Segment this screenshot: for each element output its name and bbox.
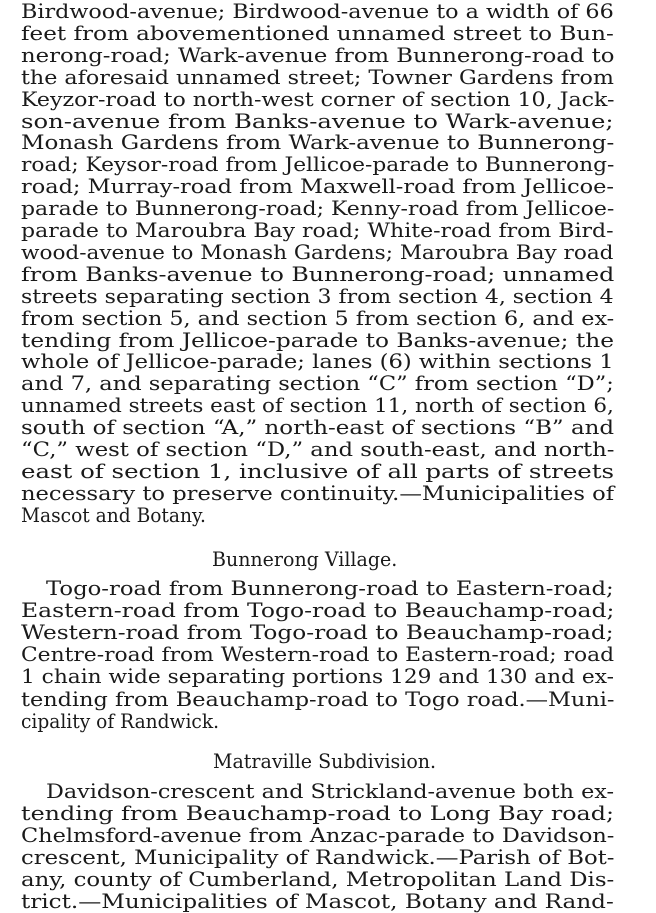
text-line: south of section “A,” north-east of sections “B” and (21, 415, 615, 440)
text-line: trict.—Municipalities of Mascot, Botany and Rand- (21, 889, 614, 913)
text-line: Davidson-crescent and Strickland-avenue both ex- (46, 779, 614, 803)
text-line: tending from Jellicoe-parade to Banks-avenue; the (21, 327, 614, 352)
text-line: streets separating section 3 from section 4, section 4 (21, 283, 614, 308)
text-line: and 7, and separating section “C” from section “D”; (21, 371, 614, 396)
text-line: necessary to preserve continuity.—Municipalities of (21, 480, 615, 505)
text-line: cipality of Randwick. (21, 708, 220, 733)
text-line: Monash Gardens from Wark-avenue to Bunnerong- (21, 130, 615, 155)
text-line: nerong-road; Wark-avenue from Bunnerong-road to (21, 42, 615, 67)
text-line: Togo-road from Bunnerong-road to Eastern-road; (46, 576, 614, 600)
text-line: Chelmsford-avenue from Anzac-parade to Davidson- (21, 823, 615, 847)
text-line: east of section 1, inclusive of all parts of streets (21, 458, 615, 483)
text-line: Mascot and Botany. (21, 502, 206, 527)
text-line: parade to Maroubra Bay road; White-road from Bird- (21, 218, 614, 242)
text-line: Western-road from Togo-road to Beauchamp-road; (21, 620, 614, 645)
text-line: the aforesaid unnamed street; Towner Gardens from (21, 64, 614, 89)
text-line: any, county of Cumberland, Metropolitan Land Dis- (21, 867, 615, 891)
section-heading-bunnerong-village: Bunnerong Village. (212, 547, 398, 571)
text-line: tending from Beauchamp-road to Togo road.—Muni- (21, 686, 615, 711)
text-line: road; Keysor-road from Jellicoe-parade to Bunnerong- (21, 152, 615, 177)
text-line: from Banks-avenue to Bunnerong-road; unnamed (21, 261, 615, 286)
text-line: Eastern-road from Togo-road to Beauchamp-road; (21, 598, 615, 623)
text-line: from section 5, and section 5 from section 6, and ex- (21, 305, 615, 330)
text-line: whole of Jellicoe-parade; lanes (6) within sections 1 (21, 349, 614, 374)
text-line: 1 chain wide separating portions 129 and 130 and ex- (21, 664, 614, 689)
text-line: road; Murray-road from Maxwell-road from Jellicoe- (21, 174, 614, 199)
text-line: Centre-road from Western-road to Eastern-road; road (21, 642, 615, 667)
text-line: parade to Bunnerong-road; Kenny-road from Jellicoe- (21, 196, 615, 221)
text-line: feet from abovementioned unnamed street to Bun- (21, 20, 614, 45)
text-line: unnamed streets east of section 11, north of section 6, (21, 393, 614, 418)
text-line: son-avenue from Banks-avenue to Wark-avenue; (21, 108, 614, 133)
text-line: Birdwood-avenue; Birdwood-avenue to a width of 66 (21, 0, 614, 23)
text-line: Keyzor-road to north-west corner of section 10, Jack- (21, 86, 615, 111)
text-line: “C,” west of section “D,” and south-east, and north- (21, 437, 615, 461)
text-line: crescent, Municipality of Randwick.—Parish of Bot- (21, 845, 615, 869)
text-line: tending from Beauchamp-road to Long Bay road; (21, 801, 615, 825)
section-heading-matraville-subdivision: Matraville Subdivision. (213, 749, 437, 773)
text-line: wood-avenue to Monash Gardens; Maroubra Bay road (21, 239, 614, 264)
